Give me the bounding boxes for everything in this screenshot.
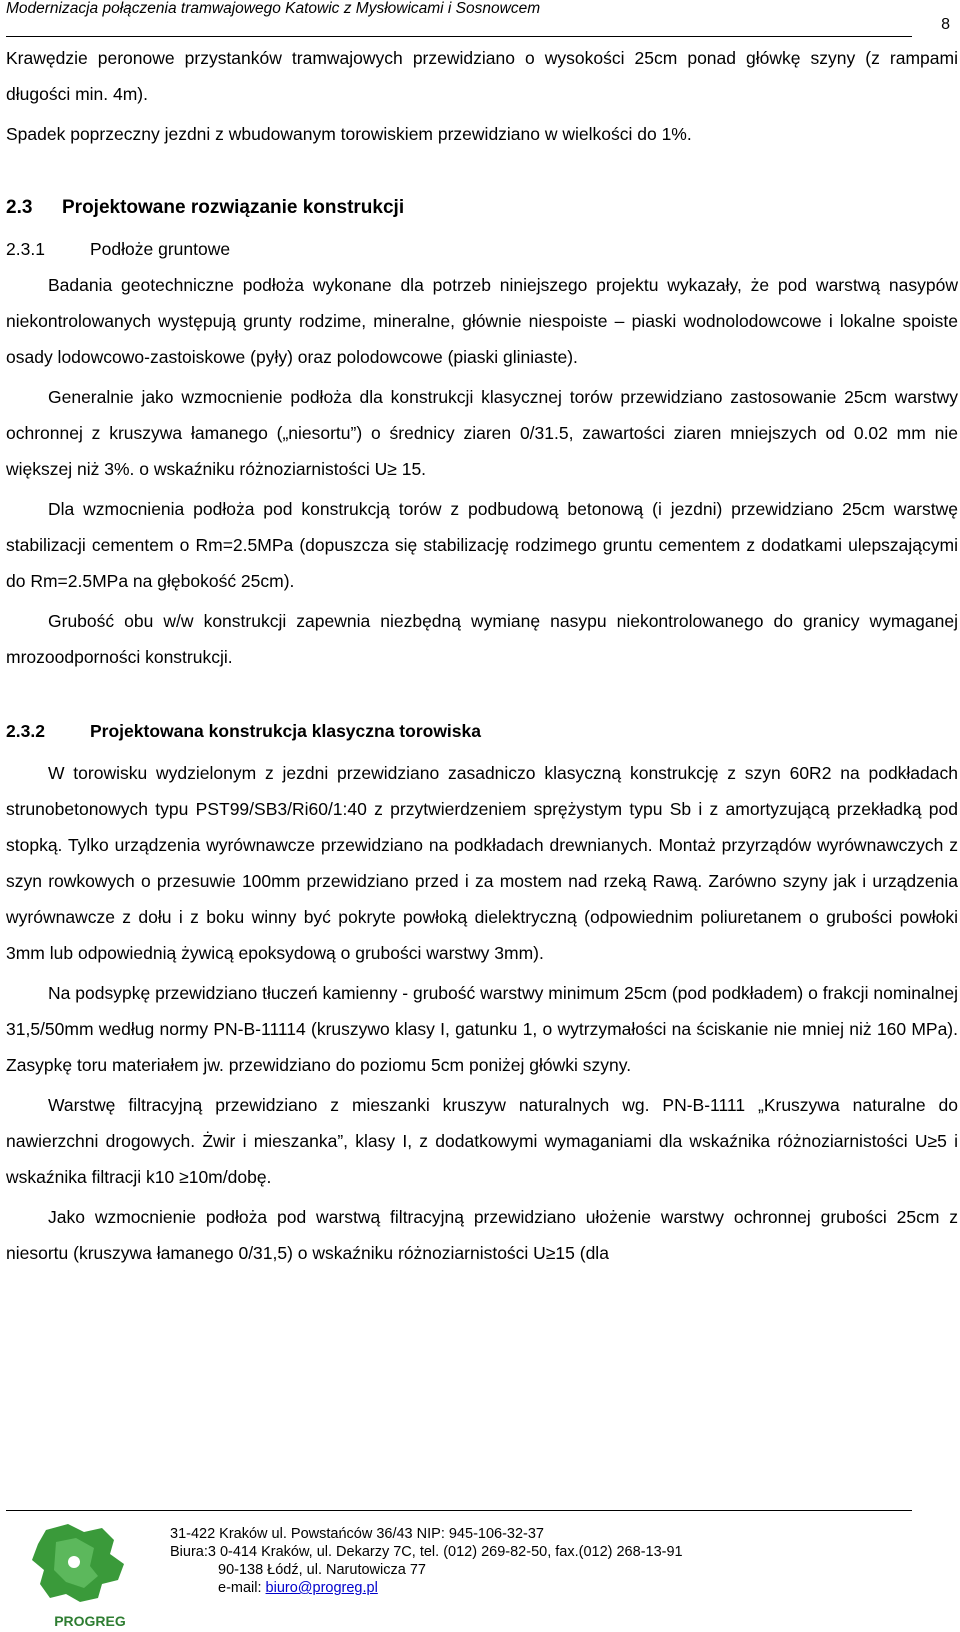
section-number: 2.3.1	[6, 239, 45, 259]
paragraph-filter-layer: Warstwę filtracyjną przewidziano z mieszanki kruszyw naturalnych wg. PN-B-1111 „Kruszywa naturalne do nawierzchni drogowych. Żwir i mieszanka”, klasy I, z dodatkowymi wymaganiami dla wskaźnika różnoziarnistości U≥5 i wskaźnika filtracji k10 ≥10m/dobę.	[6, 1095, 958, 1187]
footer-address	[170, 1525, 683, 1597]
footer-line-offices: Biura:3 0-414 Kraków, ul. Dekarzy 7C, tel. (012) 269-82-50, fax.(012) 268-13-91	[170, 1544, 683, 1560]
email-label: e-mail:	[218, 1580, 266, 1596]
paragraph-thickness: Grubość obu w/w konstrukcji zapewnia niezbędną wymianę nasypu niekontrolowanego do granicy wymaganej mrozoodporności konstrukcji.	[6, 611, 958, 667]
svg-text:PROGREG: PROGREG	[54, 1613, 126, 1629]
paragraph-road-slope: Spadek poprzeczny jezdni z wbudowanym torowiskiem przewidziano w wielkości do 1%.	[6, 124, 692, 144]
paragraph-platform-edges: Krawędzie peronowe przystanków tramwajowych przewidziano o wysokości 25cm ponad główkę szyny (z rampami długości min. 4m).	[6, 48, 958, 104]
paragraph-geotechnical: Badania geotechniczne podłoża wykonane dla potrzeb niniejszego projektu wykazały, że pod warstwą nasypów niekontrolowanych występują grunty rodzime, mineralne, głównie niespoiste – piaski wodnolodowcowe i lokalne spoiste osady lodowcowo-zastoiskowe (pyły) oraz polodowcowe (piaski gliniaste).	[6, 275, 958, 367]
running-header-title: Modernizacja połączenia tramwajowego Katowic z Mysłowicami i Sosnowcem	[6, 0, 541, 17]
footer-line-lodz: 90-138 Łódź, ul. Narutowicza 77	[218, 1562, 426, 1578]
paragraph-track-construction: W torowisku wydzielonym z jezdni przewidziano zasadniczo klasyczną konstrukcję z szyn 60R2 na podkładach strunobetonowych typu PST99/SB3/Ri60/1:40 z przytwierdzeniem sprężystym typu Sb i z amortyzującą przekładką pod stopką. Tylko urządzenia wyrównawcze przewidziano na podkładach drewnianych. Montaż przyrządów wyrównawczych z szyn rowkowych o przesuwie 100mm przewidziano przed i za mostem nad rzeką Rawą. Zarówno szyny jak i urządzenia wyrównawcze z dołu i z boku winny być pokryte powłoką dielektryczną (odpowiednim poliuretanem o grubości powłoki 3mm lub odpowiednią żywicą epoksydową o grubości warstwy 3mm).	[6, 763, 958, 963]
paragraph-ballast: Na podsypkę przewidziano tłuczeń kamienny - grubość warstwy minimum 25cm (pod podkładem) o frakcji nominalnej 31,5/50mm według normy PN-B-11114 (kruszywo klasy I, gatunku 1, o wytrzymałości na ściskanie nie mniej niż 160 MPa). Zasypkę toru materiałem jw. przewidziano do poziomu 5cm poniżej główki szyny.	[6, 983, 958, 1075]
footer-line-head-office: 31-422 Kraków ul. Powstańców 36/43 NIP: 945-106-32-37	[170, 1526, 544, 1542]
footer-line-email	[170, 1579, 683, 1597]
section-heading-2-3-2	[6, 713, 958, 749]
section-number: 2.3.2	[6, 721, 45, 741]
section-title: Projektowana konstrukcja klasyczna torowiska	[90, 721, 481, 741]
footer-rule	[6, 1510, 912, 1511]
progreg-logo	[6, 1518, 156, 1630]
paragraph-protective-layer: Jako wzmocnienie podłoża pod warstwą filtracyjną przewidziano ułożenie warstwy ochronnej grubości 25cm z niesortu (kruszywa łamanego 0/31,5) o wskaźniku różnoziarnistości U≥15 (dla	[6, 1207, 958, 1263]
section-number: 2.3	[6, 197, 33, 218]
document-body	[6, 40, 958, 1271]
paragraph-reinforcement-classic: Generalnie jako wzmocnienie podłoża dla konstrukcji klasycznej torów przewidziano zastosowanie 25cm warstwy ochronnej z kruszywa łamanego („niesortu”) o średnicy ziaren 0/31.5, zawartości ziaren mniejszych od 0.02 mm nie większej niż 3%. o wskaźniku różnoziarnistości U≥ 15.	[6, 387, 958, 479]
section-title: Projektowane rozwiązanie konstrukcji	[62, 197, 405, 218]
section-title: Podłoże gruntowe	[90, 239, 231, 259]
header-rule	[6, 36, 912, 37]
section-heading-2-3	[6, 190, 958, 226]
section-heading-2-3-1	[6, 231, 958, 267]
paragraph-reinforcement-concrete: Dla wzmocnienia podłoża pod konstrukcją torów z podbudową betonową (i jezdni) przewidziano 25cm warstwę stabilizacji cementem o Rm=2.5MPa (dopuszcza się stabilizację rodzimego gruntu cementem z dodatkami ulepszającymi do Rm=2.5MPa na głębokość 25cm).	[6, 499, 958, 591]
email-link[interactable]: biuro@progreg.pl	[265, 1580, 378, 1596]
page-number: 8	[941, 16, 950, 33]
